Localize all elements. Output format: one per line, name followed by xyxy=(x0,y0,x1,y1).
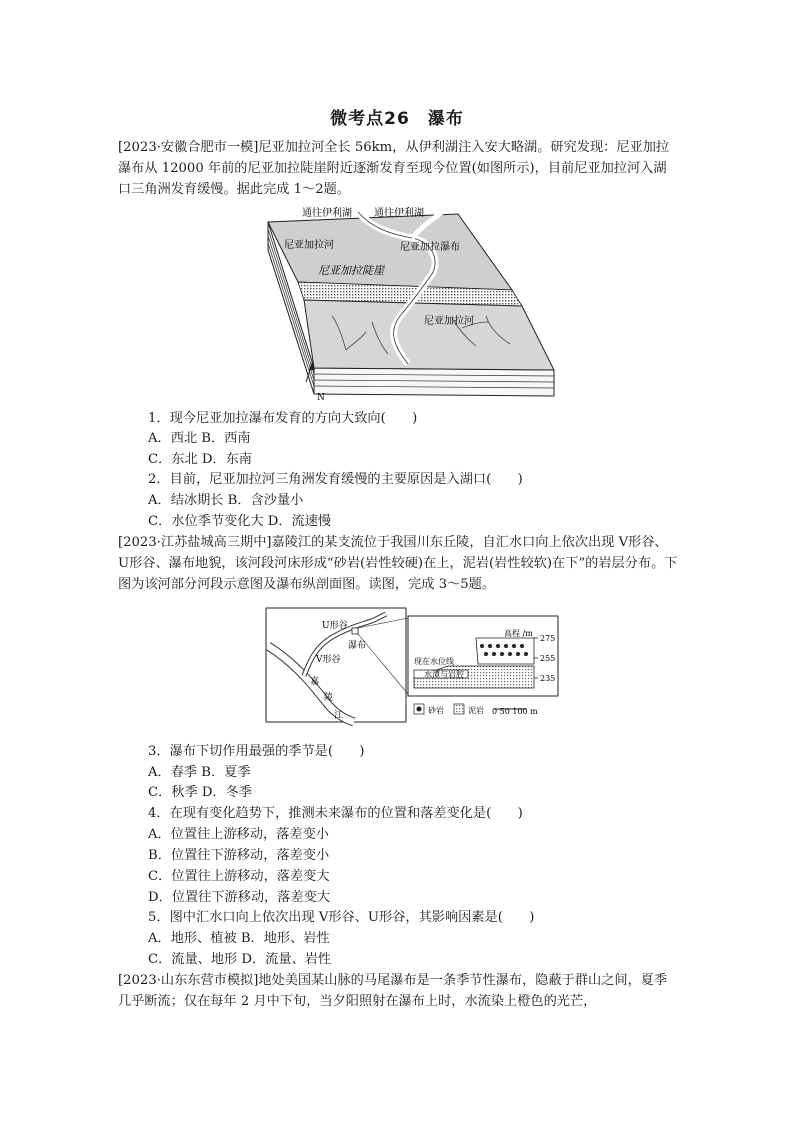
q5-options-ab: A．地形、植被 B．地形、岩性 xyxy=(148,931,330,946)
jialing-river-figure xyxy=(264,606,564,728)
legend-mudstone: 泥岩 xyxy=(468,706,484,715)
label-u-valley: U形谷 xyxy=(322,621,348,631)
q1-stem: 1．现今尼亚加拉瀑布发育的方向大致向( ) xyxy=(148,411,418,426)
label-falls: 尼亚加拉瀑布 xyxy=(400,242,460,253)
q1-options-ab: A．西北 B．西南 xyxy=(148,431,251,446)
q4-option-a: A．位置往上游移动，落差变小 xyxy=(148,827,329,842)
label-river-top: 尼亚加拉河 xyxy=(284,240,334,251)
label-v-valley: V形谷 xyxy=(316,655,341,665)
q2-options-cd: C．水位季节变化大 D．流速慢 xyxy=(148,514,332,529)
label-ling: 陵 xyxy=(324,693,334,703)
label-jiang: 江 xyxy=(334,711,344,721)
label-cliff: 尼亚加拉陡崖 xyxy=(318,264,384,277)
page-title: 微考点26 瀑布 xyxy=(330,109,464,129)
q4-option-d: D．位置往下游移动，落差变大 xyxy=(148,890,331,905)
label-pool: 水潭与岩腔 xyxy=(424,670,464,679)
label-river-bottom: 尼亚加拉河 xyxy=(424,316,474,327)
q1-options-cd: C．东北 D．东南 xyxy=(148,452,252,467)
q3-options-cd: C．秋季 D．冬季 xyxy=(148,785,252,800)
tick-275: 275 xyxy=(540,634,556,643)
tick-235: 235 xyxy=(540,674,556,683)
section1-intro: [2023·安徽合肥市一模]尼亚加拉河全长 56km，从伊利湖注入安大略湖。研究发现：尼亚加拉瀑布从 12000 年前的尼亚加拉陡崖附近逐渐发育至现今位置(如图所示)，目前尼亚加拉河入湖口三角洲发育缓慢。据此完成 1～2题。 xyxy=(118,140,670,197)
north-label: N xyxy=(317,393,325,403)
q4-option-b: B．位置往下游移动，落差变小 xyxy=(148,848,330,863)
q4-stem: 4．在现有变化趋势下，推测未来瀑布的位置和落差变化是( ) xyxy=(148,806,523,821)
q4-option-c: C．位置往上游移动，落差变大 xyxy=(148,869,330,884)
niagara-block-diagram xyxy=(262,204,562,404)
q3-options-ab: A．春季 B．夏季 xyxy=(148,765,251,780)
label-lake-b: 通往伊利湖 xyxy=(374,208,424,219)
label-elevation: 高程 /m xyxy=(504,629,533,638)
legend xyxy=(414,704,538,716)
label-lake-a: 通往伊利湖 xyxy=(302,208,352,219)
label-falls-map: 瀑布 xyxy=(348,641,367,651)
scale-label: 0 50 100 m xyxy=(492,707,538,716)
q5-options-cd: C．流量、地形 D．流量、岩性 xyxy=(148,952,332,967)
label-jia: 嘉 xyxy=(310,677,320,687)
legend-sandstone: 砂岩 xyxy=(428,706,444,715)
q3-stem: 3．瀑布下切作用最强的季节是( ) xyxy=(148,744,365,759)
tick-255: 255 xyxy=(540,654,556,663)
q2-options-ab: A．结冰期长 B．含沙量小 xyxy=(148,493,304,508)
q2-stem: 2．目前，尼亚加拉河三角洲发育缓慢的主要原因是入湖口( ) xyxy=(148,472,523,487)
section2-intro: [2023·江苏盐城高三期中]嘉陵江的某支流位于我国川东丘陵，自汇水口向上依次出现 V形谷、U形谷、瀑布地貌，该河段河床形成“砂岩(岩性较硬)在上，泥岩(岩性较软)在下”的岩层分布。下图为该河部分河段示意图及瀑布纵剖面图。读图，完成 3～5题。 xyxy=(118,535,678,592)
section3-intro: [2023·山东东营市模拟]地处美国某山脉的马尾瀑布是一条季节性瀑布，隐蔽于群山之间，夏季几乎断流；仅在每年 2 月中下旬，当夕阳照射在瀑布上时，水流染上橙色的光芒， xyxy=(118,973,668,1009)
label-waterline: 现在水位线 xyxy=(414,657,454,666)
q5-stem: 5．图中汇水口向上依次出现 V形谷、U形谷，其影响因素是( ) xyxy=(148,910,535,925)
